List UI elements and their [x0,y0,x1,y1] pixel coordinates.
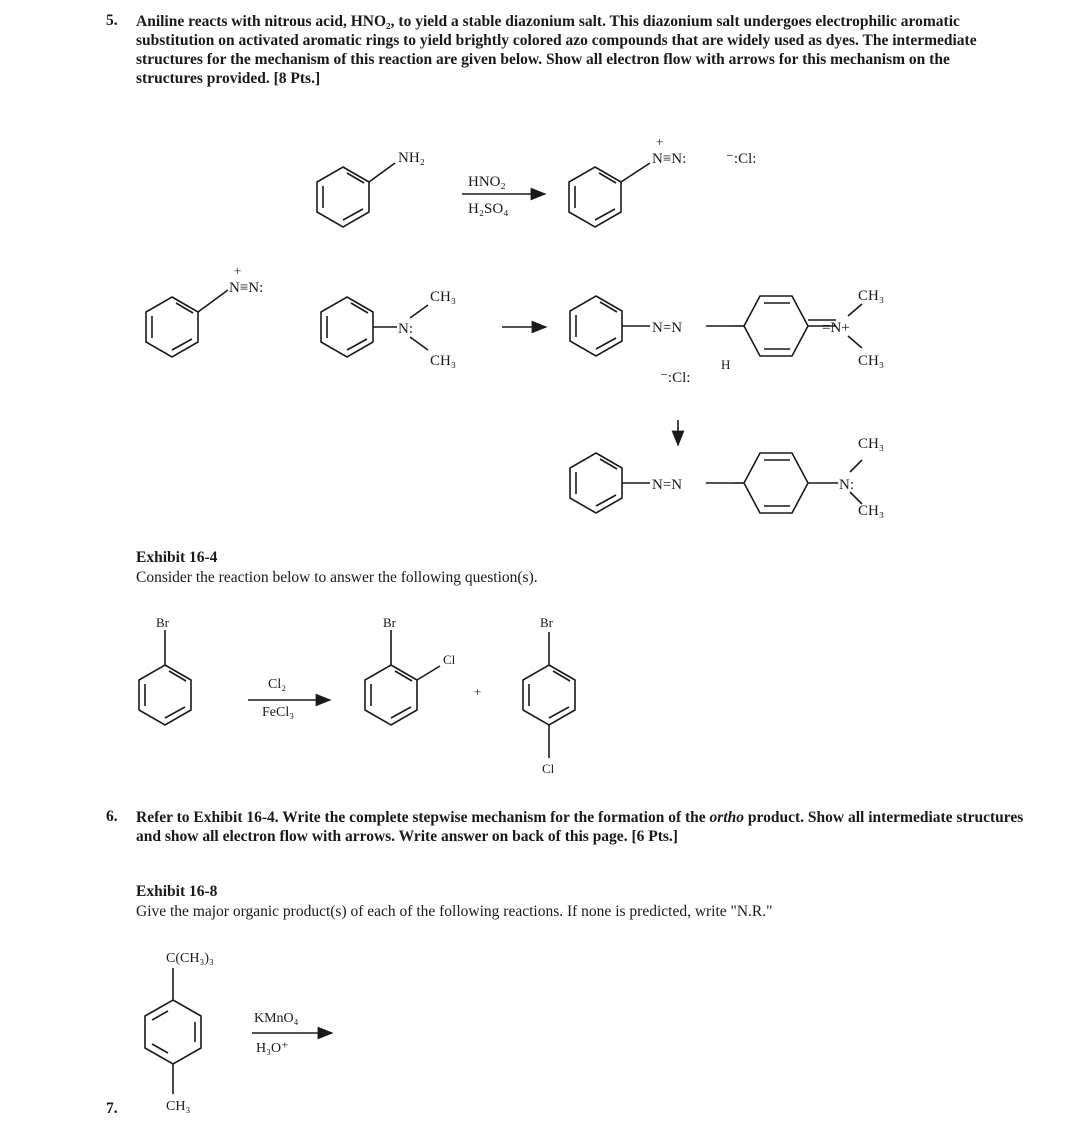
methyl-label: CH₃ [166,1099,191,1114]
para-product [523,632,575,758]
exhibit-16-8 [136,882,1036,922]
exhibit-16-4-title: Exhibit 16-4 [136,549,218,566]
tert-butyltoluene [145,968,201,1094]
ortho-product [365,630,440,725]
br-label-1: Br [156,615,169,630]
cl-para-label: Cl [542,761,555,776]
azo-product-label: N=N [652,477,683,493]
question-6-emphasis: ortho [709,809,745,826]
reagent-kmno4: KMnO₄ [254,1011,299,1026]
chloride-label-2: ⁻:Cl: [660,370,691,386]
ch3-bottom-label: CH₃ [430,353,457,369]
diazonium-label-2: N≡N: [229,280,264,296]
exhibit-16-4-instruction: Consider the reaction below to answer the following question(s). [136,569,538,586]
ch3-product-top-label: CH₃ [858,436,885,452]
ch3-product-bottom-label: CH₃ [858,503,885,519]
nh2-label: NH₂ [398,150,425,166]
cl-ortho-label: Cl [443,652,456,667]
question-6-points: [6 Pts.] [631,828,678,845]
question-6-body-end: product. Show all intermediate structures and show all electron flow with arrows. Write answer on back of this page. [136,809,1024,845]
br-label-3: Br [540,615,553,630]
sigma-complex [570,296,862,356]
plus-sign: + [474,684,482,699]
question-5-body: Aniline reacts with nitrous acid, HNO₂, to yield a stable diazonium salt. This diazonium salt undergoes electrophilic aromatic substitution on activated aromatic rings to yield brightly colored azo compounds that are widely used as dyes. The intermediate structures for the mechanism of this reaction are given below. Show all electron flow with arrows for this mechanism on the structures provided. [136,13,977,87]
br-label-2: Br [383,615,396,630]
reagent-hno2: HNO₂ [468,174,506,190]
bromobenzene [139,630,191,725]
diazonium-ring-2 [146,290,228,357]
reagent-h2so4: H₂SO₄ [468,201,509,217]
diazonium-charge: + [656,134,664,149]
ch3-top-label: CH₃ [430,289,457,305]
reagent-cl2: Cl₂ [268,677,287,692]
question-5-points: [8 Pts.] [273,70,321,87]
reagent-fecl3: FeCl₃ [262,705,295,720]
chloride-label: ⁻:Cl: [726,151,757,167]
ch3-top-right-label: CH₃ [858,288,885,304]
diazonium-label: N≡N: [652,151,687,167]
question-7-number: 7. [106,1100,118,1117]
tert-butyl-label: C(CH₃)₃ [166,951,214,966]
exhibit-16-8-title: Exhibit 16-8 [136,883,218,900]
exhibit-16-4 [136,548,836,588]
azo-label: N=N [652,320,683,336]
question-6-text [136,808,1036,846]
h-label: H [721,357,731,372]
aniline-ring [317,163,395,227]
ch3-bottom-right-label: CH₃ [858,353,885,369]
diazonium-ring [569,163,650,227]
question-5-number: 5. [106,12,118,29]
diazonium-charge-2: + [234,263,242,278]
amine-n-label: N: [398,321,413,337]
reagent-h3o: H₃O⁺ [256,1041,289,1056]
question-6-number: 6. [106,808,118,825]
amine-n-product-label: N: [839,477,854,493]
exhibit-16-8-instruction: Give the major organic product(s) of each of the following reactions. If none is predicted, write "N.R." [136,903,773,920]
question-6-body-start: Refer to Exhibit 16-4. Write the complete stepwise mechanism for the formation of the [136,809,710,826]
iminium-label: =N+ [822,320,850,336]
azo-product [570,453,862,513]
